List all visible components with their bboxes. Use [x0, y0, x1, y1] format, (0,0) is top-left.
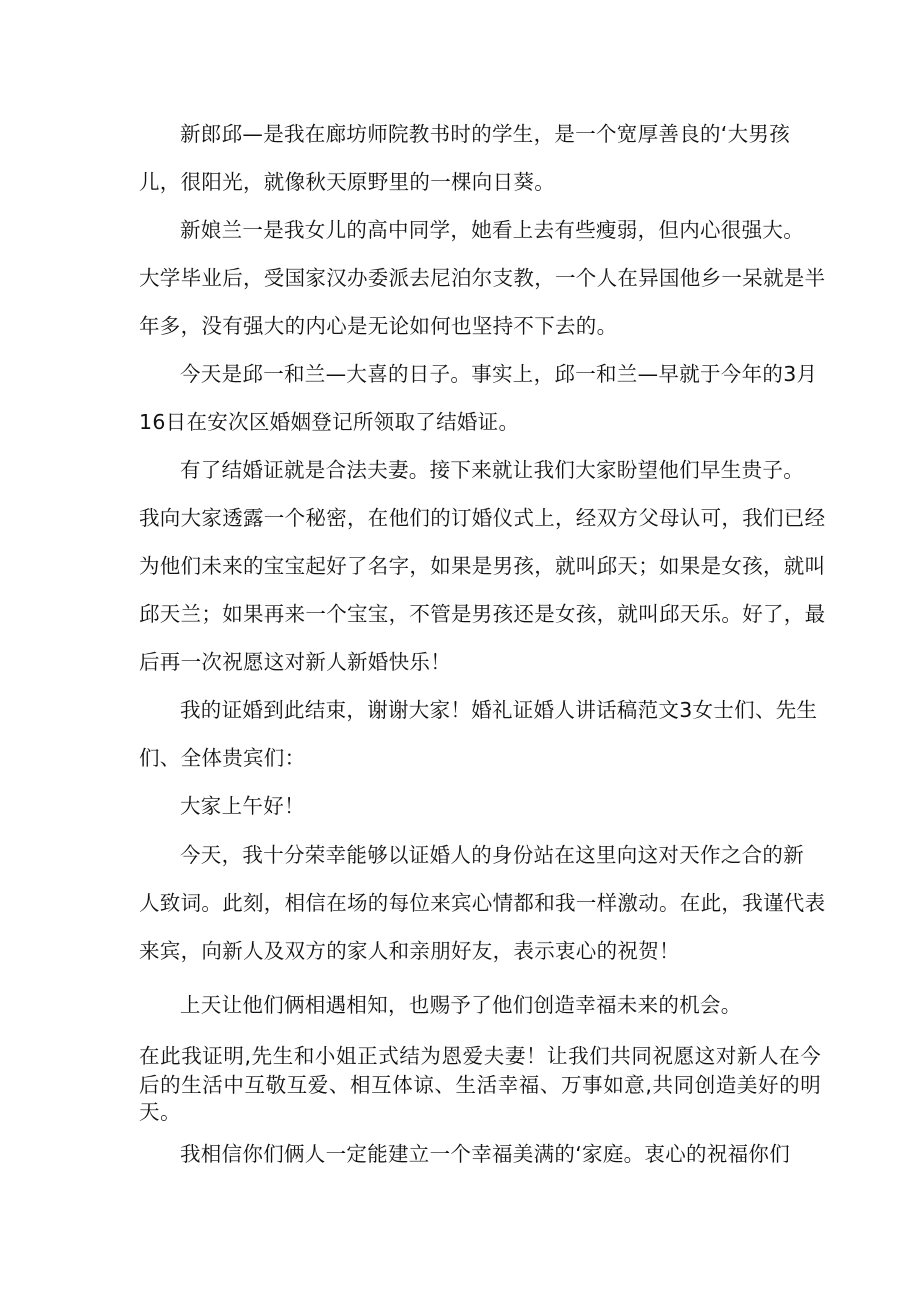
text-line: 后的生活中互敬互爱、相互体谅、生活幸福、万事如意,共同创造美好的明 [139, 1073, 822, 1097]
text-line: 大学毕业后，受国家汉办委派去尼泊尔支教，一个人在异国他乡一呆就是半 [139, 266, 826, 290]
text-line: 天。 [139, 1100, 182, 1124]
text-line: 16日在安次区婚姻登记所领取了结婚证。 [139, 410, 520, 434]
text-line: 今天是邱一和兰—大喜的日子。事实上，邱一和兰—早就于今年的3月 [180, 362, 818, 386]
text-line: 邱天兰；如果再来一个宝宝，不管是男孩还是女孩，就叫邱天乐。好了，最 [139, 602, 826, 626]
text-line: 新娘兰一是我女儿的高中同学，她看上去有些瘦弱，但内心很强大。 [180, 218, 804, 242]
text-line: 后再一次祝愿这对新人新婚快乐！ [139, 650, 451, 674]
text-line: 上天让他们俩相遇相知，也赐予了他们创造幸福未来的机会。 [180, 993, 742, 1017]
text-line: 新郎邱—是我在廊坊师院教书时的学生，是一个宽厚善良的‘大男孩 [180, 122, 791, 146]
text-line: 人致词。此刻，相信在场的每位来宾心情都和我一样激动。在此，我谨代表 [139, 891, 826, 915]
text-line: 儿，很阳光，就像秋天原野里的一棵向日葵。 [139, 170, 555, 194]
text-line: 们、全体贵宾们： [139, 746, 306, 770]
text-line: 来宾，向新人及双方的家人和亲朋好友，表示衷心的祝贺！ [139, 939, 680, 963]
text-line: 在此我证明,先生和小姐正式结为恩爱夫妻！让我们共同祝愿这对新人在今 [139, 1044, 822, 1068]
text-line: 我向大家透露一个秘密，在他们的订婚仪式上，经双方父母认可，我们已经 [139, 506, 826, 530]
text-line: 大家上午好！ [180, 794, 305, 818]
text-line: 有了结婚证就是合法夫妻。接下来就让我们大家盼望他们早生贵子。 [180, 458, 804, 482]
text-line: 年多，没有强大的内心是无论如何也坚持不下去的。 [139, 314, 618, 338]
text-line: 我的证婚到此结束，谢谢大家！婚礼证婚人讲话稿范文3女士们、先生 [180, 698, 818, 722]
text-line: 我相信你们俩人一定能建立一个幸福美满的‘家庭。衷心的祝福你们 [180, 1142, 791, 1166]
text-line: 为他们未来的宝宝起好了名字，如果是男孩，就叫邱天；如果是女孩，就叫 [139, 554, 826, 578]
text-line: 今天，我十分荣幸能够以证婚人的身份站在这里向这对天作之合的新 [180, 843, 804, 867]
